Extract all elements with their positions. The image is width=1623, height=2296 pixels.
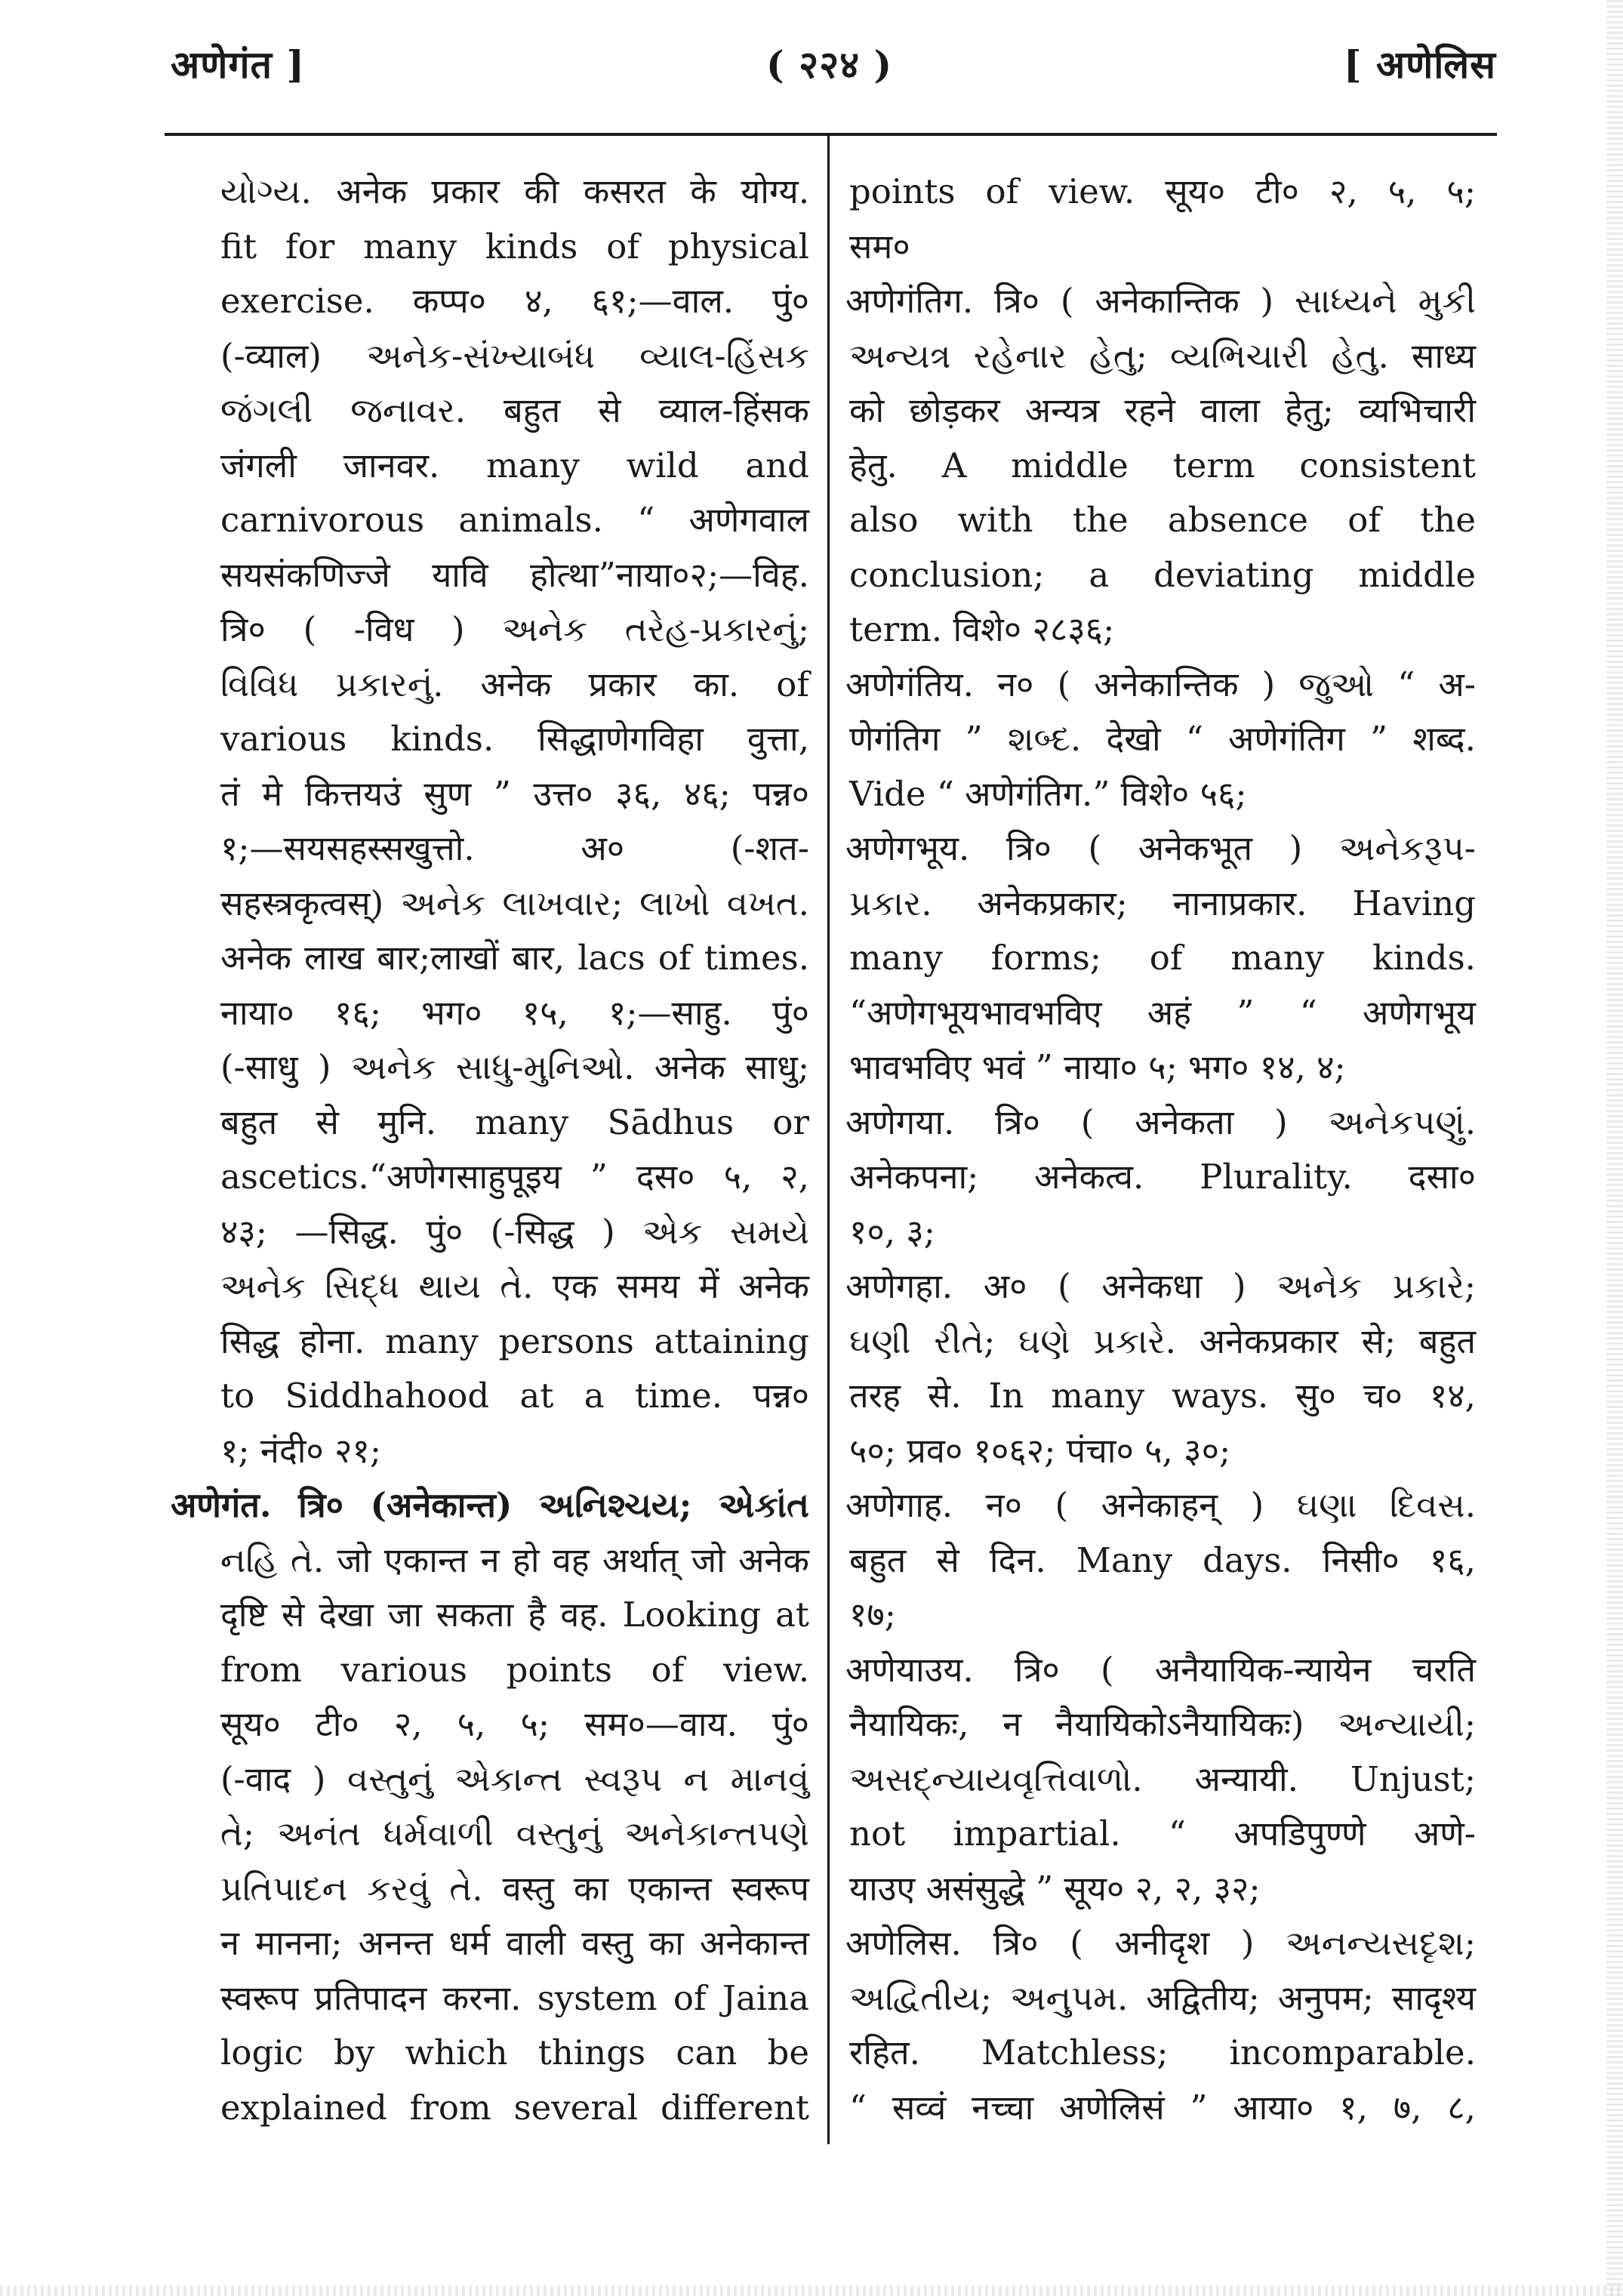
text-line: logic by which things can be bbox=[220, 2032, 809, 2073]
text-line: हेतु. A middle term consistent bbox=[849, 445, 1476, 485]
text-line: fit for many kinds of physical bbox=[220, 226, 809, 267]
text-line: Vide “ अणेगंतिग.” विशे० ५६; bbox=[849, 773, 1247, 814]
text-line: १;—सयसहस्सखुत्तो. अ० (-शत- bbox=[220, 828, 809, 868]
text-line: વિવિધ પ્રકારનું. अनेक प्रकार का. of bbox=[220, 664, 809, 704]
text-line: १; नंदी० २१; bbox=[220, 1430, 382, 1471]
text-line: to Siddhahood at a time. पन्न० bbox=[220, 1376, 809, 1416]
page-number: ( २२४ ) bbox=[766, 42, 893, 87]
right-column bbox=[845, 165, 1476, 2135]
text-line: also with the absence of the bbox=[849, 500, 1476, 540]
text-line: points of view. सूय० टी० २, ५, ५; bbox=[849, 171, 1476, 211]
text-line: પ્રકાર. अनेकप्रकार; नानाप्रकार. Having bbox=[849, 883, 1476, 923]
text-line: conclusion; a deviating middle bbox=[849, 554, 1476, 595]
text-line: અદ્વિતીય; અનુપમ. अद्वितीय; अनुपम; सादृश्य bbox=[849, 1977, 1476, 2018]
text-line: सहस्त्रकृत्वस्) અનેક લાખવાર; લાખો વખત. bbox=[220, 883, 809, 923]
text-line: carnivorous animals. “ अणेगवाल bbox=[220, 500, 809, 540]
scan-bottom-texture bbox=[0, 2285, 1623, 2296]
text-line: નહિ તે. जो एकान्त न हो वह अर्थात् जो अनेक bbox=[220, 1539, 809, 1580]
left-column bbox=[171, 165, 809, 2135]
text-line: term. विशे० २८३६; bbox=[849, 609, 1115, 649]
text-line: many forms; of many kinds. bbox=[849, 938, 1476, 978]
entry-headword-line: अणेगभूय. त्रि० ( अनेकभूत ) અનેકરૂપ- bbox=[845, 828, 1476, 868]
text-line: અસદ્‌ન્યાયવૃત્તિવાળો. अन्यायी. Unjust; bbox=[849, 1758, 1476, 1799]
text-line: तरह से. In many ways. सु० च० १४, bbox=[849, 1376, 1476, 1416]
text-line: सिद्ध होना. many persons attaining bbox=[220, 1321, 809, 1361]
text-line: પ્રતિપાદન કરવું તે. वस्तु का एकान्त स्वरूप bbox=[220, 1868, 809, 1909]
text-line: नैयायिकः, न नैयायिकोऽनैयायिकः) અન્યાયી; bbox=[849, 1704, 1476, 1744]
text-line: exercise. कप्प० ४, ६१;—वाल. पुं० bbox=[220, 281, 809, 321]
text-line: તે; અનંત ધર્મવાળી વસ્તુનું અનેકાન્તપણે bbox=[220, 1814, 809, 1854]
text-line: को छोड़कर अन्यत्र रहने वाला हेतु; व्यभिचारी bbox=[849, 390, 1476, 430]
text-line: various kinds. सिद्धाणेगविहा वुत्ता, bbox=[220, 719, 809, 759]
entry-headword-line: अणेगाह. न० ( अनेकाहन् ) ઘણા દિવસ. bbox=[845, 1485, 1476, 1525]
text-line: “ सव्वं नच्चा अणेलिसं ” आया० १, ७, ८, bbox=[849, 2087, 1476, 2128]
text-line: not impartial. “ अपडिपुण्णे अणे- bbox=[849, 1814, 1476, 1854]
text-line: बहुत से मुनि. many Sādhus or bbox=[220, 1102, 809, 1142]
text-line: जंगली जानवर. many wild and bbox=[220, 445, 809, 485]
entry-headword-line: अणेगया. त्रि० ( अनेकता ) અનેકપણું. bbox=[845, 1102, 1476, 1142]
text-line: रहित. Matchless; incomparable. bbox=[849, 2032, 1476, 2073]
text-line: अनेक लाख बार;लाखों बार, lacs of times. bbox=[220, 938, 809, 978]
text-line: स्वरूप प्रतिपादन करना. system of Jaina bbox=[220, 1977, 809, 2018]
text-line: १०, ३; bbox=[849, 1211, 935, 1252]
text-line: त्रि० ( -विध ) અનેક તરેહ-પ્રકારનું; bbox=[220, 609, 809, 649]
text-line: ascetics.“अणेगसाहुपूइय ” दस० ५, २, bbox=[220, 1157, 809, 1197]
text-line: “अणेगभूयभावभविए अहं ” “ अणेगभूय bbox=[849, 992, 1476, 1033]
text-line: (-साधु ) અનેક સાધુ-મુનિઓ. अनेक साधु; bbox=[220, 1047, 809, 1087]
text-line: बहुत से दिन. Many days. निसी० १६, bbox=[849, 1539, 1476, 1580]
text-line: ५०; प्रव० १०६२; पंचा० ५, ३०; bbox=[849, 1430, 1231, 1471]
text-line: અન્યત્ર રહેનાર હેતુ; વ્યભિચારી હેતુ. साध्य bbox=[849, 335, 1476, 376]
text-line: णेगंतिग ” શબ્દ. देखो “ अणेगंतिग ” शब्द. bbox=[849, 719, 1476, 759]
text-line: अनेकपना; अनेकत्व. Plurality. दसा० bbox=[849, 1157, 1476, 1197]
text-line: दृष्टि से देखा जा सकता है वह. Looking at bbox=[220, 1595, 809, 1635]
entry-headword-line: अणेगहा. अ० ( अनेकधा ) અનેક પ્રકારે; bbox=[845, 1266, 1476, 1306]
column-divider bbox=[827, 136, 830, 2144]
entry-headword-line: अणेयाउय. त्रि० ( अनैयायिक-न्यायेन चरति bbox=[845, 1649, 1476, 1690]
text-line: (-वाद ) વસ્તુનું એકાન્ત સ્વરૂપ ન માનવું bbox=[220, 1758, 809, 1799]
text-line: explained from several different bbox=[220, 2087, 809, 2128]
text-line: યોગ્ય. अनेक प्रकार की कसरत के योग्य. bbox=[220, 171, 809, 211]
entry-headword-line: अणेगंत. त्रि० (अनेकान्त) અનિશ્ચય; એકાંત bbox=[171, 1485, 809, 1525]
text-line: सयसंकणिज्जे यावि होत्था”नाया०२;—विह. bbox=[220, 554, 809, 595]
entry-headword-line: अणेगंतिग. त्रि० ( अनेकान्तिक ) સાધ્યને મુકી bbox=[845, 281, 1476, 321]
text-line: અનેક સિદ્ધ થાય તે. एक समय में अनेक bbox=[220, 1266, 809, 1306]
running-head-right: [ अणेलिस bbox=[1343, 42, 1496, 87]
text-line: ४३; —सिद्ध. पुं० (-सिद्ध ) એક સમયે bbox=[220, 1211, 809, 1252]
entry-headword-line: अणेलिस. त्रि० ( अनीदृश ) અનન્યસદૃશ; bbox=[845, 1923, 1476, 1963]
text-line: न मानना; अनन्त धर्म वाली वस्तु का अनेकान्त bbox=[220, 1923, 809, 1963]
text-line: (-व्याल) અનેક-સંખ્યાબંધ વ્યાલ-હિંસક bbox=[220, 335, 809, 376]
text-line: ઘણી રીતે; ઘણે પ્રકારે. अनेकप्रकार से; बहुत bbox=[849, 1321, 1476, 1361]
header-rule bbox=[165, 133, 1497, 136]
text-line: भावभविए भवं ” नाया० ५; भग० १४, ४; bbox=[849, 1047, 1346, 1087]
text-line: જંગલી જનાવર. बहुत से व्याल-हिंसक bbox=[220, 390, 809, 430]
text-line: सूय० टी० २, ५, ५; सम०—वाय. पुं० bbox=[220, 1704, 809, 1744]
text-line: from various points of view. bbox=[220, 1649, 809, 1690]
text-line: १७; bbox=[849, 1595, 896, 1635]
running-head-left: अणेगंत ] bbox=[171, 42, 306, 87]
entry-headword-line: अणेगंतिय. न० ( अनेकान्तिक ) જુઓ “ अ- bbox=[845, 664, 1476, 704]
scan-edge-texture bbox=[1606, 0, 1623, 2296]
text-line: सम० bbox=[849, 226, 910, 267]
text-line: नाया० १६; भग० १५, १;—साहु. पुं० bbox=[220, 992, 809, 1033]
text-line: याउए असंसुद्धे ” सूय० २, २, ३२; bbox=[849, 1868, 1261, 1909]
text-line: तं मे कित्तयउं सुण ” उत्त० ३६, ४६; पन्न० bbox=[220, 773, 809, 814]
